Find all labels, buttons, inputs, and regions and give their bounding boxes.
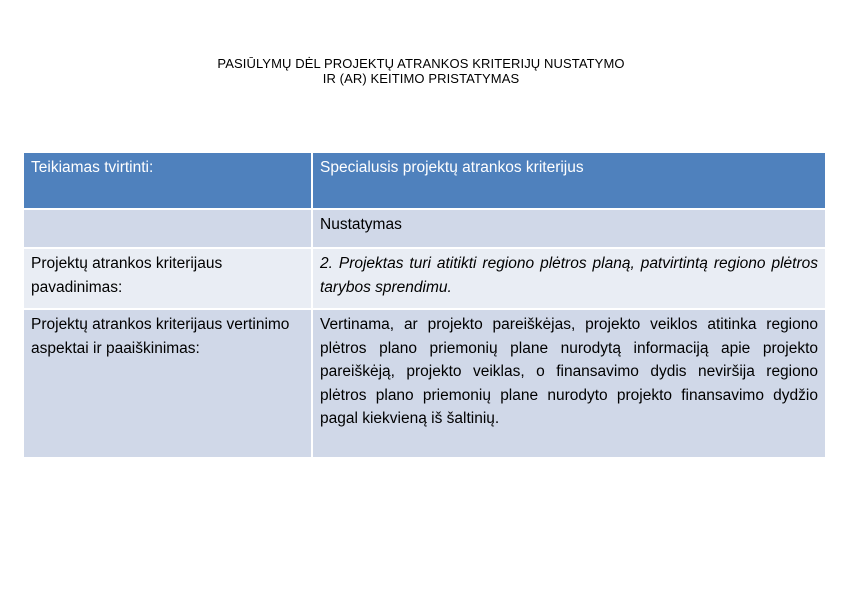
subheader-right-cell: Nustatymas [312, 209, 826, 248]
header-right-cell: Specialusis projektų atrankos kriterijus [312, 152, 826, 209]
title-line-2: IR (AR) KEITIMO PRISTATYMAS [322, 71, 520, 86]
criterion-aspects-value: Vertinama, ar projekto pareiškėjas, projekto veiklos atitinka regiono plėtros plano priemonių plane nurodytą informaciją apie projekto pareiškėją, projekto veiklas, o finansavimo dydis neviršija regiono plėtros plano priemonių plane nurodyto projekto finansavimo dydžio pagal kiekvieną iš šaltinių. [312, 309, 826, 458]
table-subheader-row [23, 209, 826, 248]
header-left-cell: Teikiamas tvirtinti: [23, 152, 312, 209]
subheader-left-cell [23, 209, 312, 248]
title-line-1: PASIŪLYMŲ DĖL PROJEKTŲ ATRANKOS KRITERIJŲ NUSTATYMO [217, 56, 625, 71]
table-row [23, 248, 826, 309]
criterion-aspects-label: Projektų atrankos kriterijaus vertinimo aspektai ir paaiškinimas: [23, 309, 312, 458]
criterion-name-value: 2. Projektas turi atitikti regiono plėtros planą, patvirtintą regiono plėtros tarybos sprendimu. [312, 248, 826, 309]
table-row [23, 309, 826, 458]
criteria-table [22, 151, 827, 459]
document-title [0, 56, 842, 86]
table-header-row [23, 152, 826, 209]
criterion-name-label: Projektų atrankos kriterijaus pavadinimas: [23, 248, 312, 309]
